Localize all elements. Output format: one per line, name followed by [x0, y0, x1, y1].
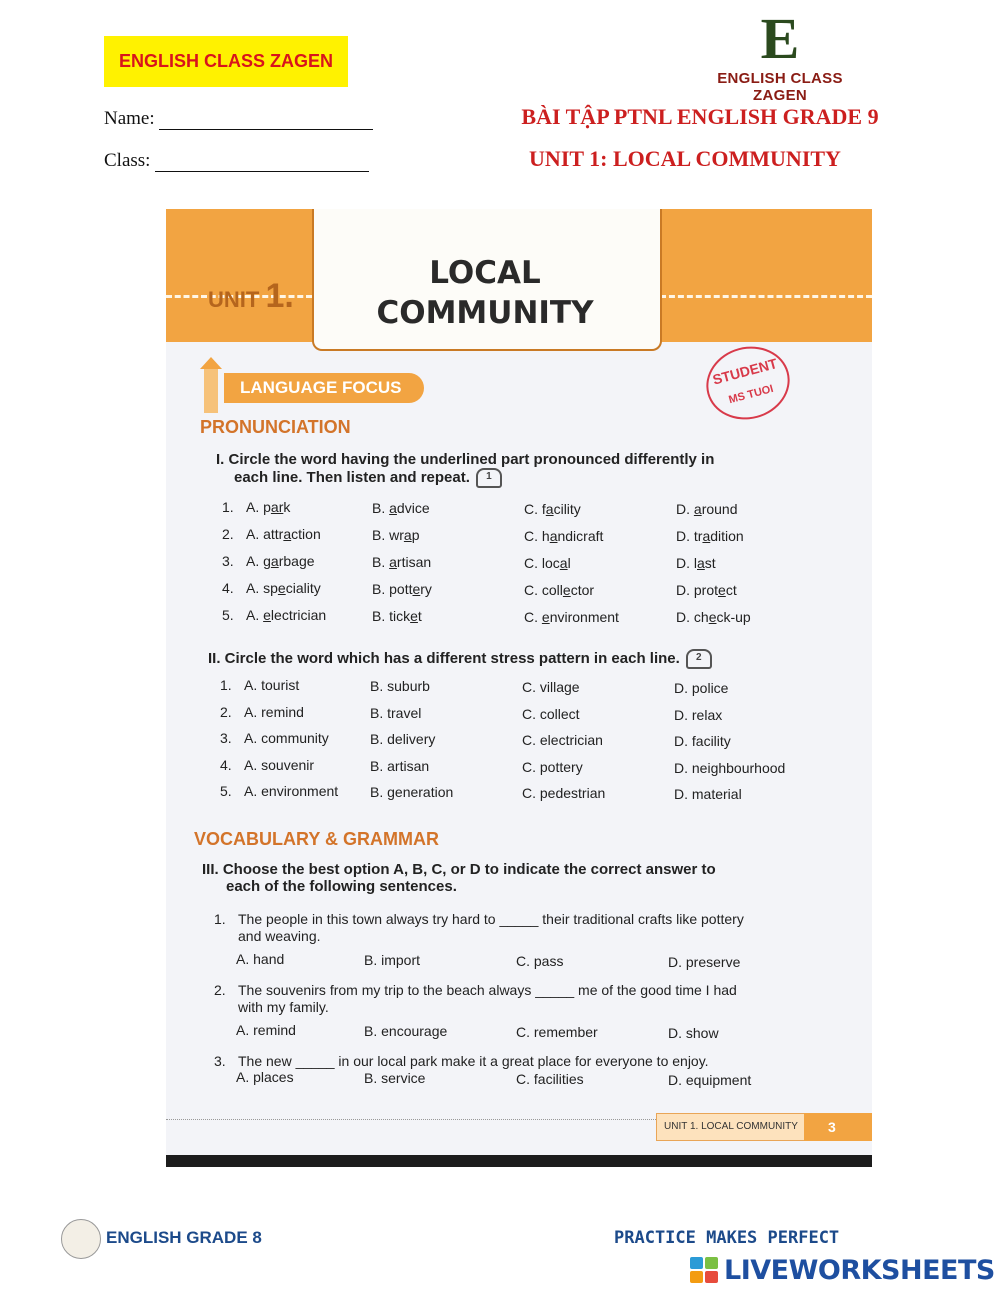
option-c[interactable]: C. collector	[524, 581, 595, 598]
page-footer-tag: UNIT 1. LOCAL COMMUNITY	[656, 1113, 806, 1141]
answer-options	[214, 1022, 854, 1042]
pronunciation-heading: PRONUNCIATION	[200, 417, 351, 437]
option-a[interactable]: A. places	[236, 1069, 294, 1085]
option-d[interactable]: D. show	[668, 1025, 719, 1041]
item-number: 4.	[220, 756, 232, 773]
question-number: 3.	[214, 1053, 226, 1069]
exercise-1-row	[222, 605, 842, 627]
exercise-2-row	[220, 757, 840, 779]
exercise-3-question	[214, 911, 854, 977]
option-a[interactable]: A. park	[246, 499, 291, 515]
unit-title: LOCAL COMMUNITY	[376, 255, 594, 331]
school-logo	[61, 1219, 101, 1259]
option-a[interactable]: A. remind	[236, 1022, 296, 1038]
option-b[interactable]: B. generation	[370, 784, 454, 800]
option-d[interactable]: D. neighbourhood	[674, 759, 786, 776]
name-input-line[interactable]	[159, 111, 373, 130]
vocabulary-grammar-heading: VOCABULARY & GRAMMAR	[194, 829, 439, 849]
option-a[interactable]: A. community	[244, 730, 329, 746]
option-c[interactable]: C. local	[524, 554, 571, 571]
option-d[interactable]: D. protect	[676, 582, 737, 599]
footer-dotted-line	[166, 1119, 656, 1120]
liveworksheets-logo[interactable]: LIVEWORKSHEETS	[690, 1254, 995, 1286]
item-number: 2.	[220, 703, 232, 720]
exercise-3-question	[214, 1053, 854, 1119]
option-a[interactable]: A. environment	[244, 783, 339, 799]
exercise-2-row	[220, 704, 840, 726]
option-b[interactable]: B. encourage	[364, 1023, 448, 1039]
question-text: The new _____ in our local park make it a great place for everyone to enjoy.	[238, 1053, 709, 1069]
option-b[interactable]: B. travel	[370, 704, 422, 721]
option-b[interactable]: B. wrap	[372, 526, 420, 543]
exercise-1-row	[222, 526, 842, 548]
logo-square	[705, 1257, 718, 1269]
option-d[interactable]: D. equipment	[668, 1072, 752, 1088]
item-number: 1.	[222, 499, 234, 515]
item-number: 1.	[220, 677, 232, 693]
option-a[interactable]: A. souvenir	[244, 756, 315, 773]
option-d[interactable]: D. police	[674, 680, 729, 696]
option-b[interactable]: B. delivery	[370, 731, 436, 747]
item-number: 3.	[222, 553, 234, 569]
exercise-3-question	[214, 982, 854, 1048]
exercise-1-list	[222, 499, 842, 639]
option-c[interactable]: C. village	[522, 679, 580, 695]
option-d[interactable]: D. preserve	[668, 954, 741, 970]
exercise-1-instruction: I. Circle the word having the underlined part pronounced differently in each line. Then listen and repeat. 1	[216, 451, 826, 488]
option-a[interactable]: A. speciality	[246, 580, 321, 596]
worksheet-subtitle: UNIT 1: LOCAL COMMUNITY	[529, 146, 841, 171]
liveworksheets-icon	[690, 1257, 718, 1283]
option-c[interactable]: C. pottery	[522, 758, 583, 775]
logo-square	[705, 1271, 718, 1283]
option-a[interactable]: A. electrician	[246, 607, 327, 623]
exercise-2-instruction: II. Circle the word which has a different stress pattern in each line. 2	[208, 649, 848, 669]
option-d[interactable]: D. facility	[674, 733, 731, 749]
class-input-line[interactable]	[155, 153, 369, 172]
item-number: 5.	[222, 607, 234, 623]
question-number: 2.	[214, 982, 226, 998]
option-a[interactable]: A. attraction	[246, 526, 321, 542]
logo-text: ENGLISH CLASS ZAGEN	[717, 70, 843, 104]
exercise-1-row	[222, 579, 842, 601]
item-number: 3.	[220, 730, 232, 746]
option-a[interactable]: A. garbage	[246, 553, 315, 569]
footer-grade: ENGLISH GRADE 8	[106, 1228, 262, 1247]
option-c[interactable]: C. facilities	[516, 1071, 584, 1087]
option-c[interactable]: C. environment	[524, 608, 619, 625]
footer-slogan: PRACTICE MAKES PERFECT	[614, 1228, 840, 1248]
option-a[interactable]: A. tourist	[244, 677, 300, 693]
option-c[interactable]: C. electrician	[522, 732, 603, 748]
logo-square	[690, 1257, 703, 1269]
item-number: 4.	[222, 580, 234, 596]
option-b[interactable]: B. advice	[372, 499, 430, 516]
option-d[interactable]: D. tradition	[676, 528, 744, 545]
option-b[interactable]: B. suburb	[370, 678, 430, 694]
brand-logo	[690, 6, 870, 104]
option-b[interactable]: B. pottery	[372, 580, 432, 597]
option-b[interactable]: B. ticket	[372, 607, 422, 624]
option-b[interactable]: B. artisan	[370, 757, 430, 774]
option-d[interactable]: D. around	[676, 501, 738, 518]
audio-icon[interactable]: 1	[476, 468, 502, 488]
exercise-2-row	[220, 677, 840, 699]
option-b[interactable]: B. artisan	[372, 553, 432, 570]
question-number: 1.	[214, 911, 226, 927]
exercise-2-row	[220, 730, 840, 752]
page-edge-shadow	[166, 1155, 872, 1167]
option-d[interactable]: D. check-up	[676, 609, 751, 626]
option-c[interactable]: C. pedestrian	[522, 785, 606, 801]
pencil-icon	[200, 357, 222, 417]
exercise-2-row	[220, 783, 840, 805]
exercise-3-instruction: III. Choose the best option A, B, C, or D to indicate the correct answer to each of the following sentences.	[202, 861, 716, 895]
unit-label: UNIT 1.	[208, 277, 294, 315]
option-a[interactable]: A. hand	[236, 951, 285, 967]
question-text: The people in this town always try hard to _____ their traditional crafts like pottery and weaving.	[238, 911, 744, 944]
logo-letter: E	[760, 6, 800, 71]
option-d[interactable]: D. material	[674, 786, 742, 802]
audio-icon[interactable]: 2	[686, 649, 712, 669]
student-stamp: STUDENT MS TUOI	[698, 337, 798, 428]
option-b[interactable]: B. service	[364, 1070, 426, 1086]
name-field: Name:	[104, 108, 373, 130]
option-d[interactable]: D. last	[676, 555, 716, 572]
option-c[interactable]: C. remember	[516, 1024, 598, 1040]
option-c[interactable]: C. pass	[516, 953, 564, 969]
item-number: 5.	[220, 783, 232, 799]
exercise-1-row	[222, 499, 842, 521]
textbook-page	[166, 209, 872, 1167]
logo-square	[690, 1271, 703, 1283]
item-number: 2.	[222, 526, 234, 542]
class-field: Class:	[104, 150, 369, 172]
question-text: The souvenirs from my trip to the beach always _____ me of the good time I had with my family.	[238, 982, 737, 1015]
answer-options	[214, 951, 854, 971]
language-focus-tag: LANGUAGE FOCUS	[224, 373, 424, 403]
answer-options	[214, 1069, 854, 1089]
exercise-3-list	[214, 911, 854, 1111]
page-number: 3	[804, 1113, 872, 1141]
brand-box: ENGLISH CLASS ZAGEN	[104, 36, 348, 87]
option-b[interactable]: B. import	[364, 952, 421, 968]
worksheet-title: BÀI TẬP PTNL ENGLISH GRADE 9	[521, 104, 879, 129]
dash-right	[660, 295, 872, 298]
option-c[interactable]: C. collect	[522, 705, 580, 722]
option-c[interactable]: C. handicraft	[524, 527, 604, 544]
option-c[interactable]: C. facility	[524, 500, 581, 517]
option-d[interactable]: D. relax	[674, 706, 723, 723]
exercise-2-list	[220, 677, 840, 817]
option-a[interactable]: A. remind	[244, 703, 304, 720]
exercise-1-row	[222, 552, 842, 574]
